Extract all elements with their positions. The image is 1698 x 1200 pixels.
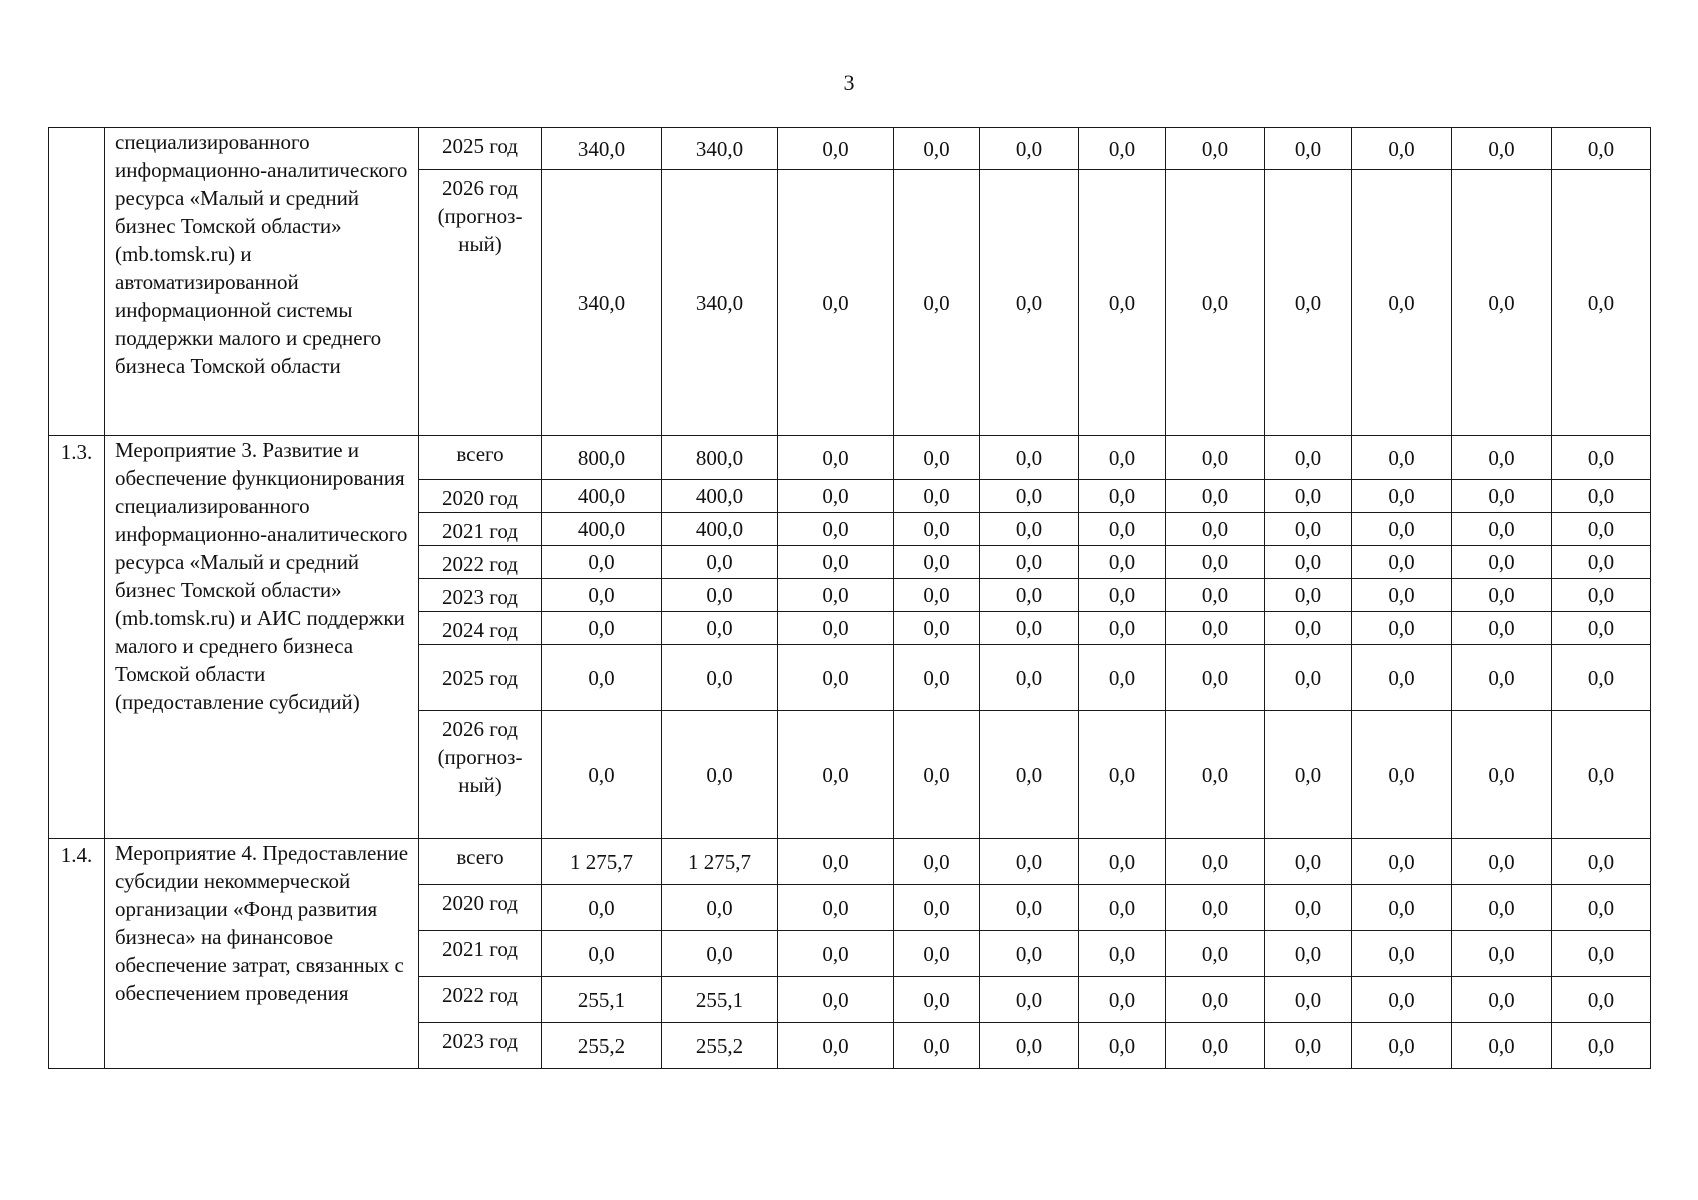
value-cell: 0,0 <box>1166 645 1265 711</box>
value-cell: 0,0 <box>662 711 778 839</box>
value-cell: 0,0 <box>662 931 778 977</box>
value-cell: 0,0 <box>778 579 894 612</box>
value-cell: 0,0 <box>542 579 662 612</box>
period-cell: 2026 год (прогноз-ный) <box>419 170 542 436</box>
value-cell: 0,0 <box>1452 839 1552 885</box>
item-name: специализированного информационно-аналитического ресурса «Малый и средний бизнес Томской области» (mb.tomsk.ru) и автоматизированной информационной системы поддержки малого и среднего бизнеса Томской области <box>105 128 419 436</box>
value-cell: 0,0 <box>1452 645 1552 711</box>
value-cell: 0,0 <box>1552 513 1651 546</box>
value-cell: 0,0 <box>542 885 662 931</box>
value-cell: 0,0 <box>1552 480 1651 513</box>
value-cell: 0,0 <box>894 1023 980 1069</box>
value-cell: 0,0 <box>1552 170 1651 436</box>
value-cell: 0,0 <box>778 128 894 170</box>
value-cell: 0,0 <box>1079 579 1166 612</box>
value-cell: 800,0 <box>542 436 662 480</box>
value-cell: 0,0 <box>1265 480 1352 513</box>
value-cell: 0,0 <box>778 436 894 480</box>
value-cell: 0,0 <box>1265 612 1352 645</box>
table-row <box>49 436 1651 480</box>
value-cell: 400,0 <box>542 513 662 546</box>
value-cell: 0,0 <box>894 579 980 612</box>
value-cell: 0,0 <box>1352 885 1452 931</box>
value-cell: 400,0 <box>662 513 778 546</box>
value-cell: 0,0 <box>662 645 778 711</box>
period-cell: всего <box>419 436 542 480</box>
period-cell: 2025 год <box>419 645 542 711</box>
value-cell: 0,0 <box>1079 170 1166 436</box>
period-cell: 2022 год <box>419 977 542 1023</box>
item-number: 1.4. <box>49 839 105 1069</box>
value-cell: 0,0 <box>1079 612 1166 645</box>
value-cell: 0,0 <box>1452 885 1552 931</box>
value-cell: 0,0 <box>542 645 662 711</box>
value-cell: 1 275,7 <box>662 839 778 885</box>
value-cell: 0,0 <box>778 480 894 513</box>
value-cell: 0,0 <box>894 931 980 977</box>
value-cell: 0,0 <box>1079 436 1166 480</box>
value-cell: 0,0 <box>1265 436 1352 480</box>
value-cell: 0,0 <box>1552 931 1651 977</box>
value-cell: 0,0 <box>542 546 662 579</box>
value-cell: 0,0 <box>1352 480 1452 513</box>
item-name: Мероприятие 4. Предоставление субсидии некоммерческой организации «Фонд развития бизнеса» на финансовое обеспечение затрат, связанных с обеспечением проведения <box>105 839 419 1069</box>
value-cell: 0,0 <box>1552 579 1651 612</box>
value-cell: 0,0 <box>1265 1023 1352 1069</box>
value-cell: 0,0 <box>1166 128 1265 170</box>
value-cell: 0,0 <box>1452 1023 1552 1069</box>
value-cell: 0,0 <box>894 128 980 170</box>
value-cell: 0,0 <box>778 612 894 645</box>
value-cell: 0,0 <box>1352 839 1452 885</box>
value-cell: 0,0 <box>1552 1023 1651 1069</box>
value-cell: 0,0 <box>980 645 1079 711</box>
value-cell: 0,0 <box>1352 579 1452 612</box>
value-cell: 0,0 <box>1352 711 1452 839</box>
value-cell: 0,0 <box>1166 977 1265 1023</box>
value-cell: 0,0 <box>980 885 1079 931</box>
value-cell: 0,0 <box>1166 885 1265 931</box>
value-cell: 0,0 <box>1166 436 1265 480</box>
value-cell: 340,0 <box>662 170 778 436</box>
value-cell: 400,0 <box>542 480 662 513</box>
value-cell: 0,0 <box>1452 436 1552 480</box>
value-cell: 0,0 <box>980 839 1079 885</box>
page-number: 3 <box>843 70 855 95</box>
value-cell: 0,0 <box>778 977 894 1023</box>
value-cell: 0,0 <box>542 931 662 977</box>
value-cell: 0,0 <box>1265 579 1352 612</box>
value-cell: 0,0 <box>1352 931 1452 977</box>
value-cell: 0,0 <box>980 1023 1079 1069</box>
value-cell: 0,0 <box>1452 612 1552 645</box>
value-cell: 0,0 <box>894 645 980 711</box>
value-cell: 0,0 <box>1265 645 1352 711</box>
value-cell: 0,0 <box>542 711 662 839</box>
value-cell: 0,0 <box>1452 931 1552 977</box>
period-cell: 2025 год <box>419 128 542 170</box>
budget-table <box>48 127 1651 1069</box>
value-cell: 0,0 <box>1452 480 1552 513</box>
value-cell: 0,0 <box>1552 436 1651 480</box>
value-cell: 0,0 <box>1079 480 1166 513</box>
value-cell: 0,0 <box>1166 579 1265 612</box>
value-cell: 0,0 <box>778 931 894 977</box>
value-cell: 0,0 <box>980 711 1079 839</box>
value-cell: 0,0 <box>1166 546 1265 579</box>
value-cell: 0,0 <box>1166 1023 1265 1069</box>
value-cell: 0,0 <box>1552 128 1651 170</box>
item-number: 1.3. <box>49 436 105 839</box>
period-cell: всего <box>419 839 542 885</box>
table-row <box>49 839 1651 885</box>
value-cell: 0,0 <box>894 436 980 480</box>
value-cell: 0,0 <box>662 546 778 579</box>
value-cell: 340,0 <box>542 128 662 170</box>
value-cell: 0,0 <box>894 711 980 839</box>
value-cell: 0,0 <box>1079 977 1166 1023</box>
value-cell: 0,0 <box>1166 513 1265 546</box>
value-cell: 0,0 <box>1352 513 1452 546</box>
value-cell: 0,0 <box>980 546 1079 579</box>
value-cell: 0,0 <box>1452 513 1552 546</box>
value-cell: 0,0 <box>1452 128 1552 170</box>
period-cell: 2026 год (прогноз-ный) <box>419 711 542 839</box>
value-cell: 0,0 <box>1352 612 1452 645</box>
period-cell: 2022 год <box>419 546 542 579</box>
value-cell: 0,0 <box>980 513 1079 546</box>
value-cell: 0,0 <box>894 513 980 546</box>
value-cell: 0,0 <box>1552 612 1651 645</box>
value-cell: 0,0 <box>1166 711 1265 839</box>
value-cell: 0,0 <box>1265 711 1352 839</box>
value-cell: 0,0 <box>894 170 980 436</box>
item-number <box>49 128 105 436</box>
value-cell: 0,0 <box>1552 885 1651 931</box>
value-cell: 0,0 <box>778 645 894 711</box>
value-cell: 255,1 <box>662 977 778 1023</box>
value-cell: 0,0 <box>1452 170 1552 436</box>
value-cell: 0,0 <box>1079 546 1166 579</box>
value-cell: 340,0 <box>542 170 662 436</box>
value-cell: 0,0 <box>542 612 662 645</box>
value-cell: 0,0 <box>894 977 980 1023</box>
period-cell: 2023 год <box>419 579 542 612</box>
value-cell: 1 275,7 <box>542 839 662 885</box>
period-cell: 2021 год <box>419 513 542 546</box>
value-cell: 0,0 <box>1352 436 1452 480</box>
value-cell: 0,0 <box>778 711 894 839</box>
value-cell: 0,0 <box>980 480 1079 513</box>
value-cell: 0,0 <box>980 436 1079 480</box>
value-cell: 0,0 <box>894 885 980 931</box>
value-cell: 0,0 <box>894 839 980 885</box>
value-cell: 0,0 <box>1166 931 1265 977</box>
value-cell: 0,0 <box>980 579 1079 612</box>
value-cell: 0,0 <box>1552 546 1651 579</box>
value-cell: 0,0 <box>1265 170 1352 436</box>
period-cell: 2020 год <box>419 885 542 931</box>
value-cell: 255,2 <box>542 1023 662 1069</box>
value-cell: 0,0 <box>980 128 1079 170</box>
value-cell: 0,0 <box>1352 128 1452 170</box>
value-cell: 0,0 <box>980 931 1079 977</box>
value-cell: 0,0 <box>1265 885 1352 931</box>
value-cell: 0,0 <box>1166 839 1265 885</box>
value-cell: 0,0 <box>1079 1023 1166 1069</box>
value-cell: 0,0 <box>1452 579 1552 612</box>
value-cell: 0,0 <box>662 579 778 612</box>
value-cell: 0,0 <box>1079 128 1166 170</box>
value-cell: 0,0 <box>1265 128 1352 170</box>
table-row <box>49 128 1651 170</box>
value-cell: 0,0 <box>1452 977 1552 1023</box>
value-cell: 0,0 <box>1265 839 1352 885</box>
value-cell: 0,0 <box>980 977 1079 1023</box>
value-cell: 0,0 <box>778 513 894 546</box>
value-cell: 0,0 <box>1265 931 1352 977</box>
value-cell: 0,0 <box>1452 546 1552 579</box>
value-cell: 400,0 <box>662 480 778 513</box>
value-cell: 0,0 <box>1079 931 1166 977</box>
value-cell: 0,0 <box>778 839 894 885</box>
period-cell: 2021 год <box>419 931 542 977</box>
value-cell: 0,0 <box>894 480 980 513</box>
value-cell: 340,0 <box>662 128 778 170</box>
value-cell: 0,0 <box>662 885 778 931</box>
value-cell: 0,0 <box>1552 645 1651 711</box>
value-cell: 0,0 <box>1552 839 1651 885</box>
period-cell: 2020 год <box>419 480 542 513</box>
period-cell: 2023 год <box>419 1023 542 1069</box>
value-cell: 0,0 <box>1166 612 1265 645</box>
value-cell: 0,0 <box>1079 513 1166 546</box>
value-cell: 0,0 <box>1265 546 1352 579</box>
value-cell: 0,0 <box>1352 977 1452 1023</box>
value-cell: 0,0 <box>1166 480 1265 513</box>
value-cell: 0,0 <box>662 612 778 645</box>
value-cell: 0,0 <box>1452 711 1552 839</box>
value-cell: 0,0 <box>1552 977 1651 1023</box>
period-cell: 2024 год <box>419 612 542 645</box>
value-cell: 0,0 <box>1352 645 1452 711</box>
value-cell: 0,0 <box>1265 513 1352 546</box>
value-cell: 255,2 <box>662 1023 778 1069</box>
value-cell: 0,0 <box>980 170 1079 436</box>
value-cell: 0,0 <box>1352 1023 1452 1069</box>
value-cell: 0,0 <box>1552 711 1651 839</box>
value-cell: 0,0 <box>1079 839 1166 885</box>
value-cell: 0,0 <box>980 612 1079 645</box>
item-name: Мероприятие 3. Развитие и обеспечение функционирования специализированного информационно-аналитического ресурса «Малый и средний бизнес Томской области» (mb.tomsk.ru) и АИС поддержки малого и среднего бизнеса Томской области (предоставление субсидий) <box>105 436 419 839</box>
value-cell: 0,0 <box>1352 546 1452 579</box>
value-cell: 0,0 <box>1166 170 1265 436</box>
value-cell: 0,0 <box>1079 645 1166 711</box>
value-cell: 0,0 <box>778 170 894 436</box>
value-cell: 800,0 <box>662 436 778 480</box>
value-cell: 0,0 <box>894 612 980 645</box>
value-cell: 0,0 <box>1079 885 1166 931</box>
value-cell: 0,0 <box>1265 977 1352 1023</box>
value-cell: 0,0 <box>894 546 980 579</box>
value-cell: 0,0 <box>1079 711 1166 839</box>
value-cell: 0,0 <box>778 885 894 931</box>
value-cell: 255,1 <box>542 977 662 1023</box>
value-cell: 0,0 <box>778 546 894 579</box>
value-cell: 0,0 <box>778 1023 894 1069</box>
value-cell: 0,0 <box>1352 170 1452 436</box>
